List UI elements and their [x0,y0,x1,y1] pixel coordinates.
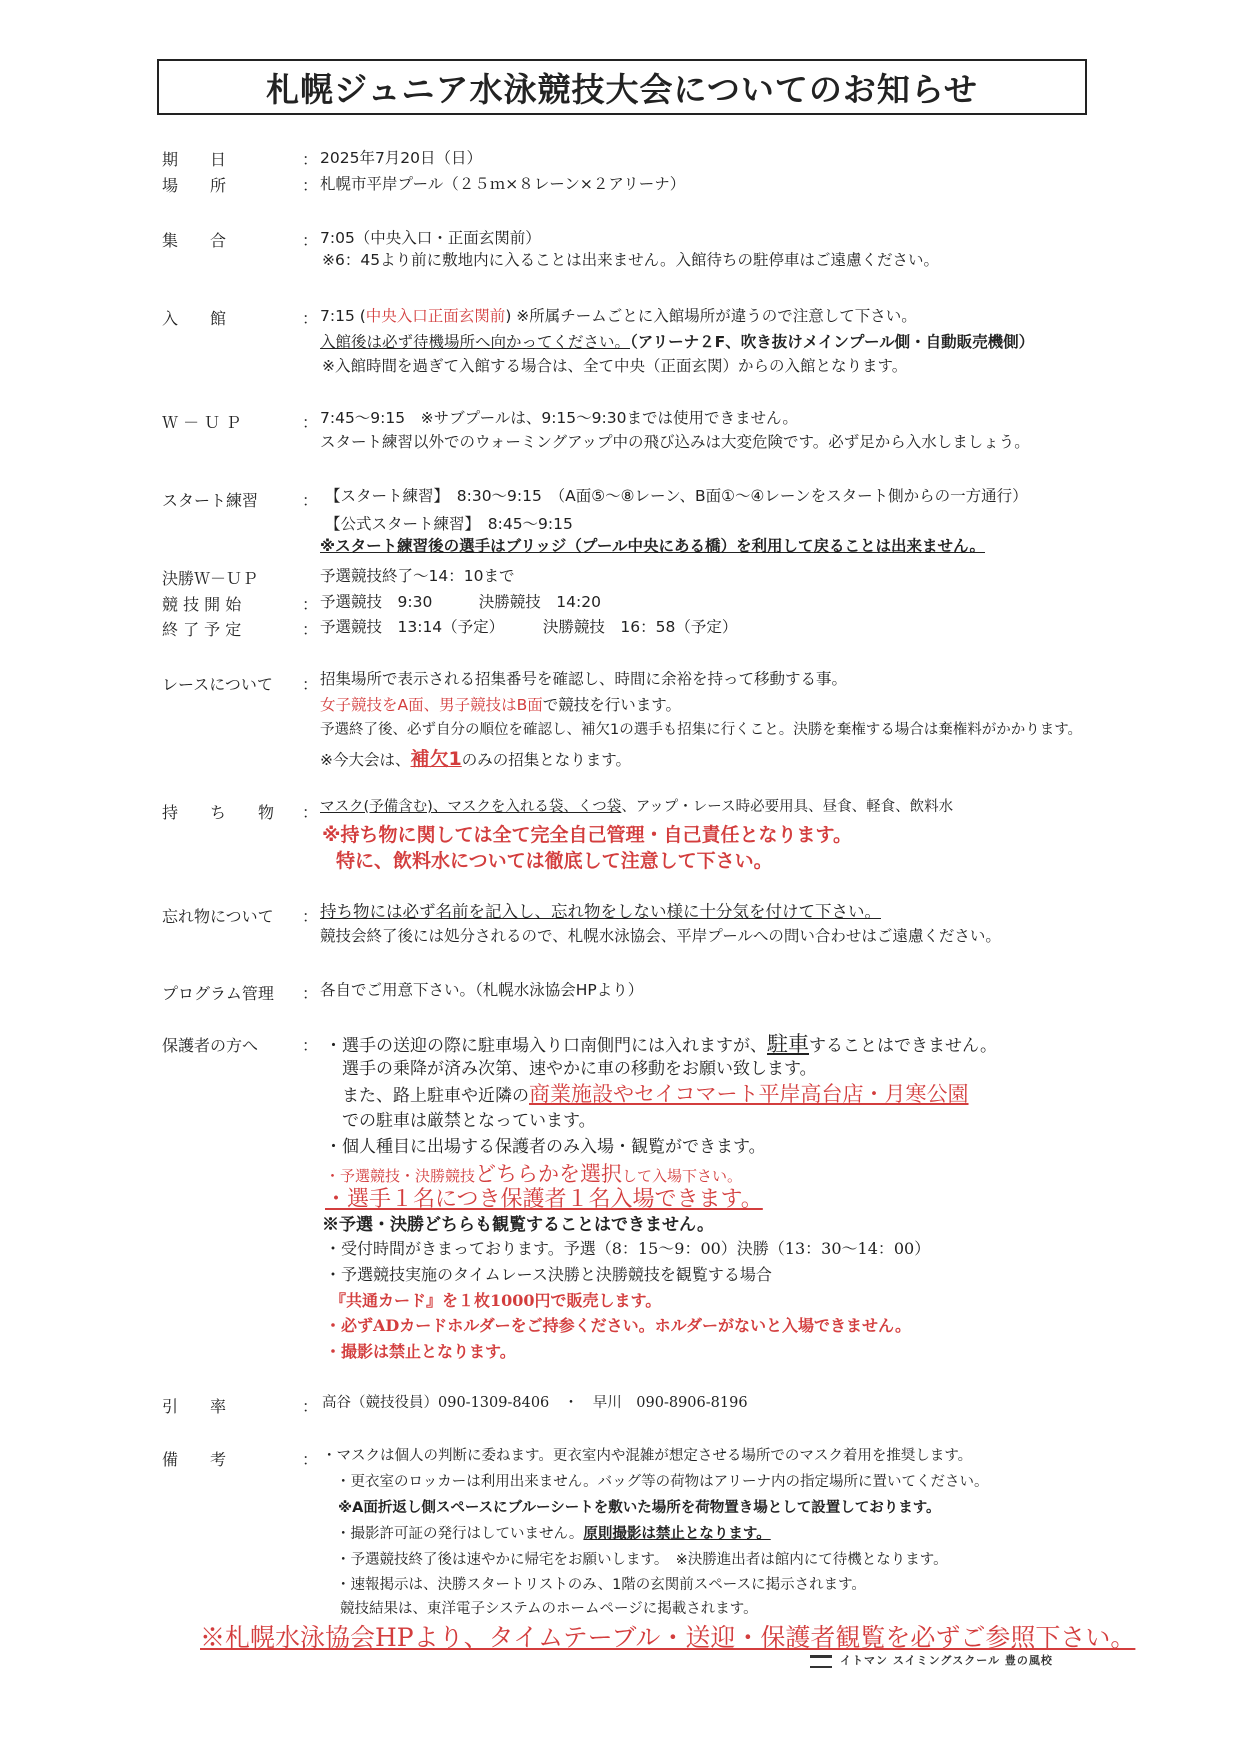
comp-start-value: 予選競技 9:30 決勝競技 14:20 [320,593,601,611]
entry-waiting-note: 入館後は必ず待機場所へ向かってください。 [320,333,631,351]
final-wup-label: 決勝Ｗ－ＵＰ [162,569,259,588]
start-label: スタート練習 [162,491,259,510]
race-colon: ： [302,675,319,694]
guardians-line-10: ・予選競技実施のタイムレース決勝と決勝競技を観覧する場合 [325,1265,772,1284]
end-plan-value: 予選競技 13:14（予定） 決勝競技 16：58（予定） [320,618,738,636]
entry-time: 7:15 [320,307,355,325]
start-line-1: 【スタート練習】 8:30～9:15 （A面⑤～⑧レーン、B面①～④レーンをスタート側からの一方通行） [325,487,1028,505]
footer-note: ※札幌水泳協会HPより、タイムテーブル・送迎・保護者観覧を必ずご参照下さい。 [200,1623,1136,1652]
guardians-label: 保護者の方へ [162,1036,259,1055]
venue-value: 札幌市平岸プール（２５ｍ×８レーン×２アリーナ） [320,175,686,193]
guardians-l6c: して入場下さい。 [622,1167,743,1185]
lost-line-2: 競技会終了後には処分されるので、札幌水泳協会、平岸プールへの問い合わせはご遠慮ください。 [320,927,1001,945]
entry-arena-note: （アリーナ２F、吹き抜けメインプール側・自動販売機側） [630,333,1035,351]
entry-line-1: 7:15 (中央入口正面玄関前) ※所属チームごとに入館場所が違うので注意して下さい。 [320,307,917,325]
guardians-prohibited-places: 商業施設やセイコマート平岸高台店・月寒公園 [529,1082,969,1106]
lost-colon: ： [302,907,319,926]
race-line-2 [320,693,681,715]
race-court-red: 女子競技をA面、男子競技はB面 [320,696,543,714]
notes-line-2: ・更衣室のロッカーは利用出来ません。バッグ等の荷物はアリーナ内の指定場所に置いてください。 [336,1474,989,1490]
title-box [157,59,1087,115]
notes-line-3: ※A面折返し側スペースにブルーシートを敷いた場所を荷物置き場として設置しております。 [338,1500,941,1516]
comp-start-label: 競 技 開 始 [162,595,242,614]
start-line-2: 【公式スタート練習】 8:45～9:15 [325,515,573,533]
notes-photo-prohibited: 原則撮影は禁止となります。 [583,1526,771,1542]
program-label: プログラム管理 [162,984,274,1003]
items-mask-underline: マスク(予備含む)、マスクを入れる袋、くつ袋 [320,799,622,815]
entry-place-red: 中央入口正面玄関前 [365,307,506,325]
race-substitute-red: 補欠1 [410,748,462,770]
guardians-line-4: での駐車は厳禁となっています。 [342,1111,596,1131]
wup-line-2: スタート練習以外でのウォーミングアップ中の飛び込みは大変危険です。必ず足から入水しましょう。 [320,433,1030,451]
lost-label: 忘れ物について [162,907,274,926]
race-note-a: ※今大会は、 [320,751,411,769]
guardians-choose: どちらかを選択 [475,1162,623,1186]
guardians-parking: 駐車 [767,1032,809,1056]
date-colon: ： [302,150,319,169]
guardians-l3a: また、路上駐車や近隣の [342,1086,529,1106]
guardians-line-3 [342,1078,969,1108]
swim-school-logo [810,1652,1053,1668]
entry-line-3: ※入館時間を過ぎて入館する場合は、全て中央（正面玄関）からの入館となります。 [322,357,908,375]
notes-line-4 [336,1522,771,1543]
notes-line-5: ・予選競技終了後は速やかに帰宅をお願いします。 ※決勝進出者は館内にて待機となります。 [336,1552,948,1568]
items-label: 持 ち 物 [162,803,275,822]
guardians-l6a: ・予選競技・決勝競技 [325,1167,476,1185]
venue-colon: ： [302,176,319,195]
end-plan-label: 終 了 予 定 [162,620,242,639]
items-line-1 [320,795,953,816]
items-rest: 、アップ・レース時必要用具、昼食、軽食、飲料水 [621,799,954,815]
race-line-1: 招集場所で表示される招集番号を確認し、時間に余裕を持って移動する事。 [320,670,848,688]
notes-line-6: ・速報掲示は、決勝スタートリストのみ、1階の玄関前スペースに掲示されます。 [336,1577,866,1593]
guardians-line-13: ・撮影は禁止となります。 [325,1342,516,1361]
guardians-line-9: ・受付時間がきまっております。予選（8：15～9：00）決勝（13：30～14：00） [325,1239,931,1258]
wup-colon: ： [302,413,319,432]
entry-label: 入 館 [162,309,227,328]
program-colon: ： [302,984,319,1003]
guardians-colon: ： [302,1036,319,1055]
items-line-3: 特に、飲料水については徹底して注意して下さい。 [336,850,773,872]
entry-note: ※所属チームごとに入館場所が違うので注意して下さい。 [516,307,917,325]
date-label: 期 日 [162,150,227,169]
notes-photo-a: ・撮影許可証の発行はしていません。 [336,1526,584,1542]
wup-label: Ｗ － Ｕ Ｐ [162,413,242,432]
leader-colon: ： [302,1397,319,1416]
items-line-2: ※持ち物に関しては全て完全自己管理・自己責任となります。 [322,824,852,846]
guardians-line-11: 『共通カード』を１枚1000円で販売します。 [330,1291,662,1310]
race-line-4 [320,744,631,771]
program-value: 各自でご用意下さい。（札幌水泳協会HPより） [320,981,644,999]
comp-start-colon: ： [302,595,319,614]
end-plan-colon: ： [302,620,319,639]
race-note-b: のみの招集となります。 [461,751,631,769]
race-line-3: 予選終了後、必ず自分の順位を確認し、補欠1の選手も招集に行くこと。決勝を棄権する場合は棄権料がかかります。 [320,722,1083,738]
race-label: レースについて [162,675,273,694]
entry-colon: ： [302,309,319,328]
guardians-line-8: ※予選・決勝どちらも観覧することはできません。 [322,1215,715,1235]
assembly-line-2: ※6：45より前に敷地内に入ることは出来ません。入館待ちの駐停車はご遠慮ください。 [322,251,940,269]
notes-line-1: ・マスクは個人の判断に委ねます。更衣室内や混雑が想定させる場所でのマスク着用を推奨します。 [322,1448,973,1464]
guardians-line-2: 選手の乗降が済み次第、速やかに車の移動をお願い致します。 [342,1059,817,1079]
guardians-l1c: することはできません。 [809,1036,998,1056]
guardians-line-7: ・選手１名につき保護者１名入場できます。 [325,1187,763,1212]
entry-line-2 [320,330,1034,352]
logo-text: イトマン スイミングスクール 豊の風校 [840,1654,1053,1667]
assembly-colon: ： [302,231,319,250]
items-colon: ： [302,803,319,822]
logo-mark-icon [810,1655,832,1668]
assembly-label: 集 合 [162,231,227,250]
notes-line-7: 競技結果は、東洋電子システムのホームページに掲載されます。 [340,1601,758,1617]
start-line-3: ※スタート練習後の選手はブリッジ（プール中央にある橋）を利用して戻ることは出来ません。 [320,537,985,555]
notes-label: 備 考 [162,1450,227,1469]
wup-line-1: 7:45～9:15 ※サブプールは、9:15～9:30までは使用できません。 [320,409,798,427]
leader-label: 引 率 [162,1397,227,1416]
guardians-line-12: ・必ずADカードホルダーをご持参ください。ホルダーがないと入場できません。 [325,1316,911,1335]
assembly-line-1: 7:05（中央入口・正面玄関前） [320,229,541,247]
guardians-l1a: ・選手の送迎の際に駐車場入り口南側門には入れますが、 [325,1036,767,1056]
final-wup-value: 予選競技終了～14：10まで [320,567,515,585]
leader-value: 高谷（競技役員）090-1309-8406 ・ 早川 090-8906-8196 [322,1395,748,1411]
date-value: 2025年7月20日（日） [320,149,483,167]
race-court-rest: で競技を行います。 [542,696,682,714]
lost-line-1: 持ち物には必ず名前を記入し、忘れ物をしない様に十分気を付けて下さい。 [320,902,881,921]
notes-colon: ： [302,1450,319,1469]
start-colon: ： [302,491,319,510]
venue-label: 場 所 [162,176,227,195]
page-title: 札幌ジュニア水泳競技大会についてのお知らせ [266,69,978,109]
guardians-line-5: ・個人種目に出場する保護者のみ入場・観覧ができます。 [325,1137,766,1157]
